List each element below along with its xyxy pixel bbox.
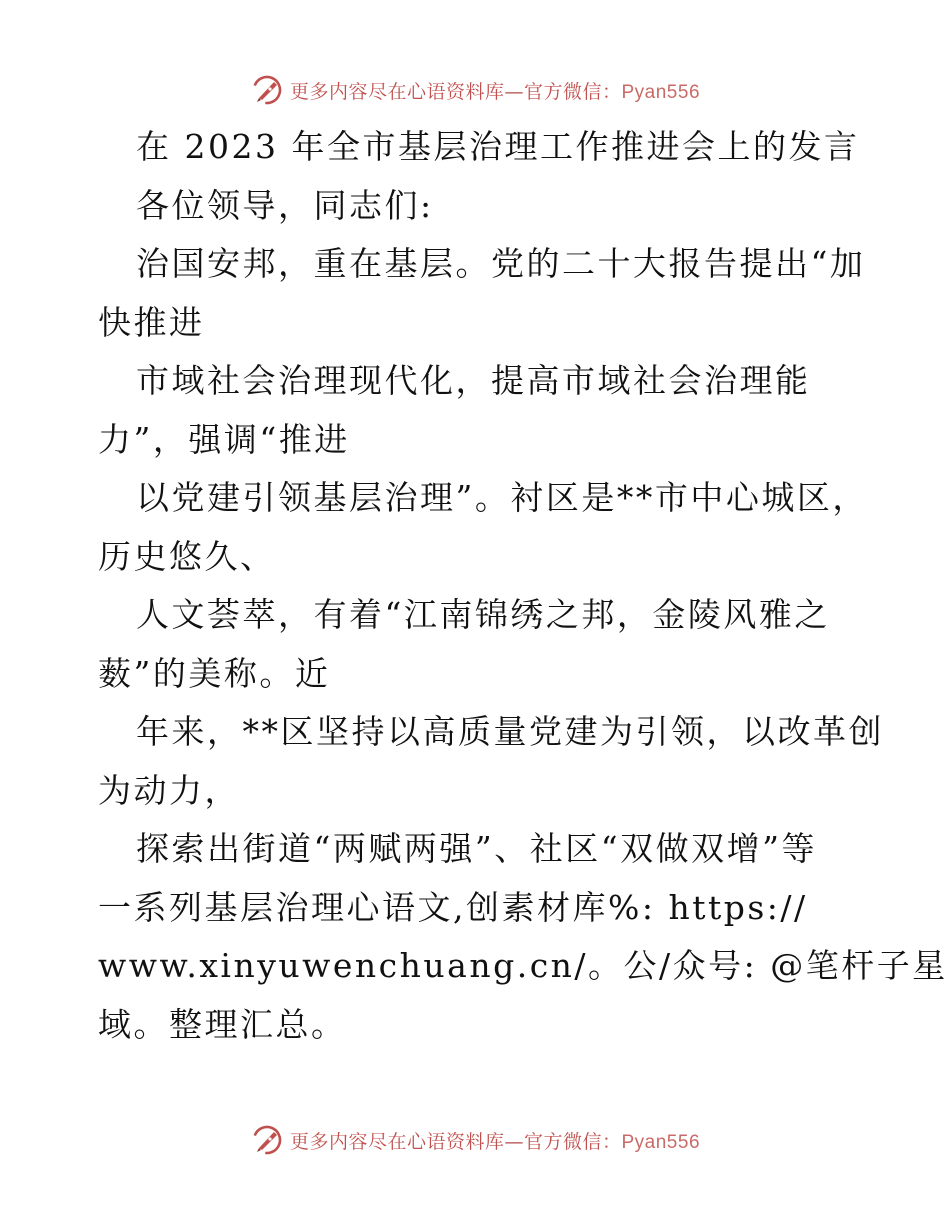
quill-pen-logo-icon [250, 73, 284, 107]
paragraph-line: 治国安邦，重在基层。党的二十大报告提出“加 [136, 244, 866, 283]
watermark-site-text: 更多内容尽在心语资料库 [289, 80, 505, 103]
paragraph-line: 年来，**区坚持以高质量党建为引领，以改革创 [136, 712, 884, 751]
quill-pen-logo-icon [250, 1123, 284, 1157]
paragraph-line: 快推进 [98, 302, 205, 342]
watermark-wechat-label: 官方微信： [523, 80, 622, 103]
paragraph-line: 域。整理汇总。 [98, 1004, 347, 1044]
paragraph-line: 市域社会治理现代化，提高市域社会治理能 [136, 361, 811, 400]
watermark-wechat-label: 官方微信： [523, 1130, 622, 1153]
paragraph-line: www.xinyuwenchuang.cn/。公/众号: @笔杆子星 [98, 946, 948, 985]
document-body [98, 118, 948, 1054]
watermark-text [290, 1127, 700, 1154]
paragraph-line: 以党建引领基层治理”。衬区是**市中心城区， [136, 478, 868, 517]
paragraph-line: 为动力， [98, 770, 240, 810]
watermark-site-text: 更多内容尽在心语资料库 [289, 1130, 505, 1153]
document-title: 在 2023 年全市基层治理工作推进会上的发言 [136, 127, 860, 166]
paragraph-line: 探索出街道“两赋两强”、社区“双做双增”等 [136, 829, 817, 868]
paragraph-line: 人文荟萃，有着“江南锦绣之邦，金陵风雅之 [136, 595, 830, 634]
watermark-dash: — [504, 80, 524, 103]
watermark-text [290, 77, 700, 104]
watermark-wechat-id: Pyan556 [621, 81, 701, 103]
header-watermark-banner [0, 70, 950, 110]
watermark-dash: — [504, 1130, 524, 1153]
footer-watermark-banner [0, 1120, 950, 1160]
watermark-wechat-id: Pyan556 [621, 1131, 701, 1153]
paragraph-line: 薮”的美称。近 [98, 653, 331, 693]
paragraph-line: 一系列基层治理心语文,创素材库%: https:// [98, 887, 808, 927]
salutation: 各位领导，同志们: [136, 185, 434, 225]
paragraph-line: 历史悠久、 [98, 536, 276, 576]
paragraph-line: 力”，强调“推进 [98, 419, 350, 459]
